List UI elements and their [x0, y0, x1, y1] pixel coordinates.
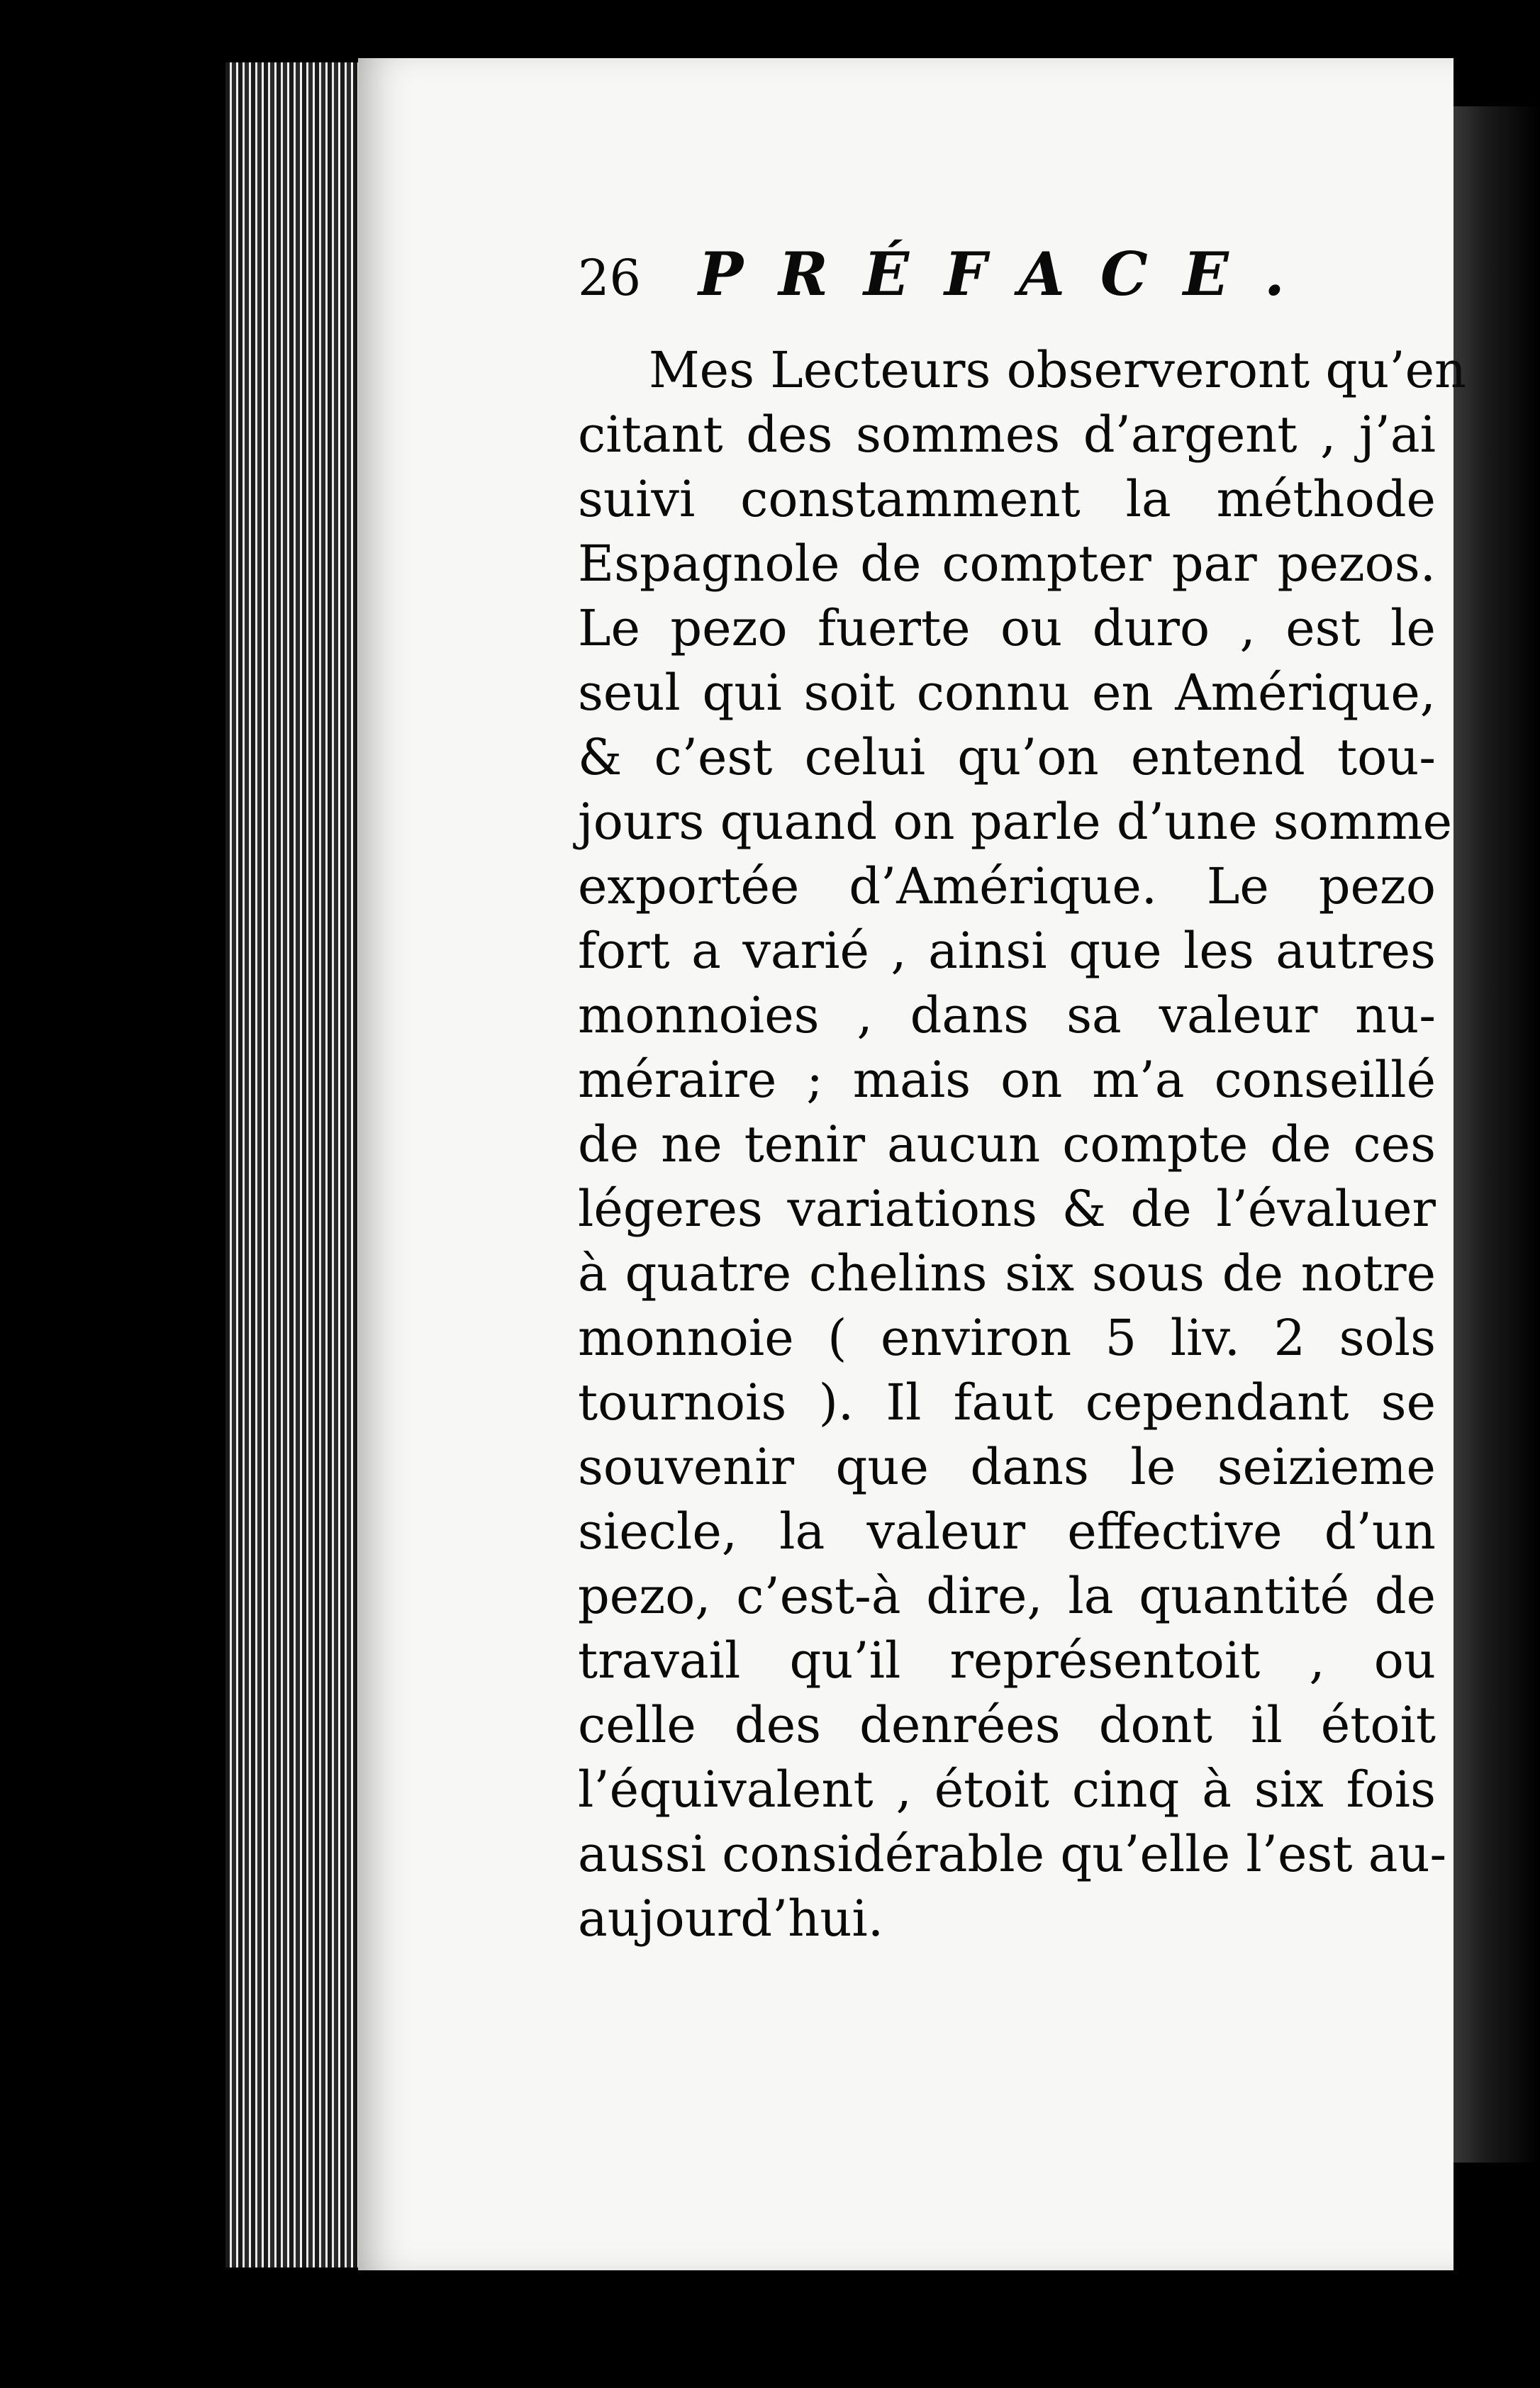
text-line: de ne tenir aucun compte de ces: [578, 1115, 1436, 1173]
text-line: & c’est celui qu’on entend tou-: [578, 728, 1436, 786]
text-line: jours quand on parle d’une somme: [578, 793, 1453, 851]
text-line: méraire ; mais on m’a conseillé: [578, 1051, 1436, 1109]
body-text: [578, 338, 1467, 1951]
text-line: Le pezo fuerte ou duro , est le: [578, 599, 1436, 657]
text-line: citant des sommes d’argent , j’ai: [578, 406, 1436, 464]
text-line: souvenir que dans le seizieme: [578, 1438, 1436, 1496]
text-line: seul qui soit connu en Amérique,: [578, 664, 1436, 722]
text-line: aussi considérable qu’elle l’est au-: [578, 1825, 1447, 1883]
text-line: travail qu’il représentoit , ou: [578, 1631, 1436, 1690]
text-line: légeres variations & de l’évaluer: [578, 1180, 1436, 1238]
book-page-edges: [225, 62, 360, 2267]
text-line: celle des denrées dont il étoit: [578, 1696, 1436, 1754]
page-number: 26: [578, 249, 642, 307]
running-head: [578, 239, 1436, 338]
text-line: aujourd’hui.: [578, 1890, 884, 1948]
running-title: PRÉFACE.: [698, 239, 1321, 309]
text-line: suivi constamment la méthode: [578, 470, 1436, 528]
text-line: siecle, la valeur effective d’un: [578, 1502, 1436, 1561]
text-line: à quatre chelins six sous de notre: [578, 1244, 1436, 1302]
text-line: l’équivalent , étoit cinq à six fois: [578, 1761, 1436, 1819]
text-line: pezo, c’est-à dire, la quantité de: [578, 1567, 1436, 1625]
book-page: [358, 58, 1467, 2270]
text-line: tournois ). Il faut cependant se: [578, 1373, 1436, 1432]
text-block: [578, 239, 1467, 1951]
text-line: monnoies , dans sa valeur nu-: [578, 986, 1436, 1044]
text-line: exportée d’Amérique. Le pezo: [578, 857, 1436, 915]
text-line: monnoie ( environ 5 liv. 2 sols: [578, 1309, 1436, 1367]
text-line: fort a varié , ainsi que les autres: [578, 922, 1436, 980]
text-line: Espagnole de compter par pezos.: [578, 535, 1436, 593]
text-line: Mes Lecteurs observeront qu’en: [649, 341, 1467, 399]
